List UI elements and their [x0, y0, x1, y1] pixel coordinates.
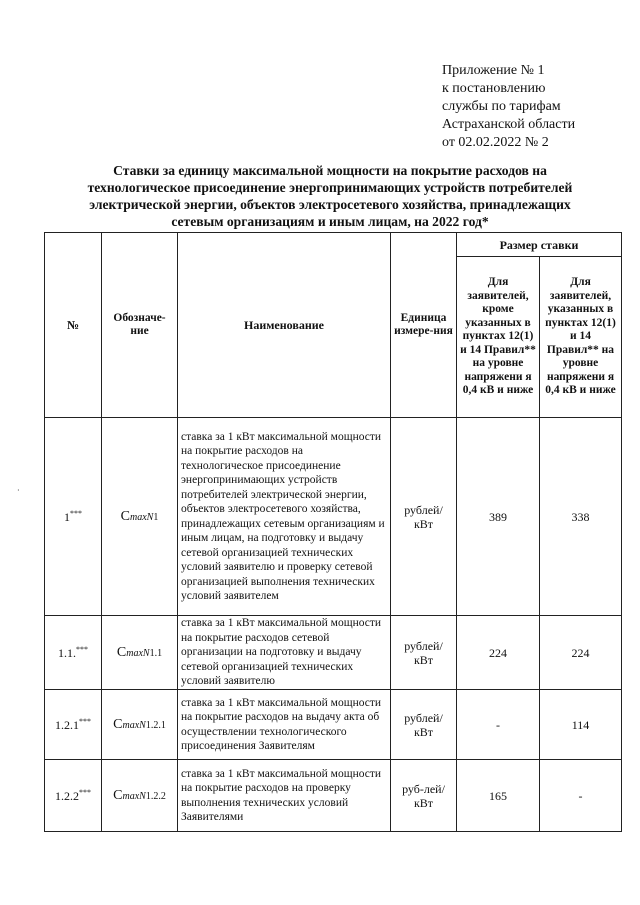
row-name: ставка за 1 кВт максимальной мощности на покрытие расходов сетевой организации на подготовку и выдачу сетевой организацией технических условий заявителю [178, 616, 391, 690]
row-value-a: - [457, 690, 540, 760]
row-name: ставка за 1 кВт максимальной мощности на покрытие расходов на проверку выполнения технических условий Заявителями [178, 760, 391, 832]
row-value-b: 114 [540, 690, 622, 760]
row-num: 1*** [45, 418, 102, 616]
title-line: Ставки за единицу максимальной мощности на покрытие расходов на [113, 163, 547, 178]
row-name: ставка за 1 кВт максимальной мощности на покрытие расходов на выдачу акта об осуществлении технологического присоединения Заявителям [178, 690, 391, 760]
title-line: электрической энергии, объектов электросетевого хозяйства, принадлежащих [89, 197, 571, 212]
appendix-line: к постановлению [442, 81, 546, 96]
row-designation: CmaxN1.2.2 [102, 760, 178, 832]
row-name: ставка за 1 кВт максимальной мощности на покрытие расходов на технологическое присоединение энергопринимающих устройств потребителей электрической энергии, объектов электросетевого хозяйства, принадлежащих сетевым организациям и иным лицам, на подготовку и выдачу сетевой организацией технических условий заявителю и проверку сетевой организацией выполнения технических условий заявителем [178, 418, 391, 616]
row-designation: CmaxN1.2.1 [102, 690, 178, 760]
appendix-line: Астраханской области [442, 117, 576, 132]
appendix-line: от 02.02.2022 № 2 [442, 135, 549, 150]
header-unit: Единица измере-ния [391, 233, 457, 418]
header-num: № [45, 233, 102, 418]
row-designation: CmaxN1 [102, 418, 178, 616]
table-row [45, 690, 622, 760]
row-value-b: - [540, 760, 622, 832]
row-value-a: 165 [457, 760, 540, 832]
table-row [45, 616, 622, 690]
title-line: технологическое присоединение энергопринимающих устройств потребителей [87, 180, 573, 195]
row-unit: рублей/ кВт [391, 418, 457, 616]
row-num: 1.1.*** [45, 616, 102, 690]
header-col-b: Для заявителей, указанных в пунктах 12(1) и 14 Правил** на уровне напряжени я 0,4 кВ и ниже [540, 257, 622, 418]
row-value-a: 224 [457, 616, 540, 690]
row-value-a: 389 [457, 418, 540, 616]
row-unit: руб-лей/кВт [391, 760, 457, 832]
row-unit: рублей/ кВт [391, 616, 457, 690]
table-row [45, 418, 622, 616]
row-unit: рублей/ кВт [391, 690, 457, 760]
appendix-line: службы по тарифам [442, 99, 561, 114]
stray-mark: · [17, 486, 20, 495]
appendix-line: Приложение № 1 [442, 63, 545, 78]
header-rate-group: Размер ставки [457, 233, 622, 257]
table-row [45, 760, 622, 832]
row-num: 1.2.2*** [45, 760, 102, 832]
row-designation: CmaxN1.1 [102, 616, 178, 690]
row-value-b: 338 [540, 418, 622, 616]
rates-table [44, 232, 622, 832]
document-title [50, 162, 610, 230]
header-name: Наименование [178, 233, 391, 418]
appendix-block [442, 62, 575, 152]
row-value-b: 224 [540, 616, 622, 690]
title-line: сетевым организациям и иным лицам, на 2022 год* [171, 214, 489, 229]
row-num: 1.2.1*** [45, 690, 102, 760]
num-superscript: *** [79, 716, 91, 726]
num-superscript: *** [76, 644, 88, 654]
header-col-a: Для заявителей, кроме указанных в пунктах 12(1) и 14 Правил** на уровне напряжени я 0,4 кВ и ниже [457, 257, 540, 418]
header-designation: Обозначе-ние [102, 233, 178, 418]
num-superscript: *** [70, 508, 82, 518]
num-superscript: *** [79, 787, 91, 797]
